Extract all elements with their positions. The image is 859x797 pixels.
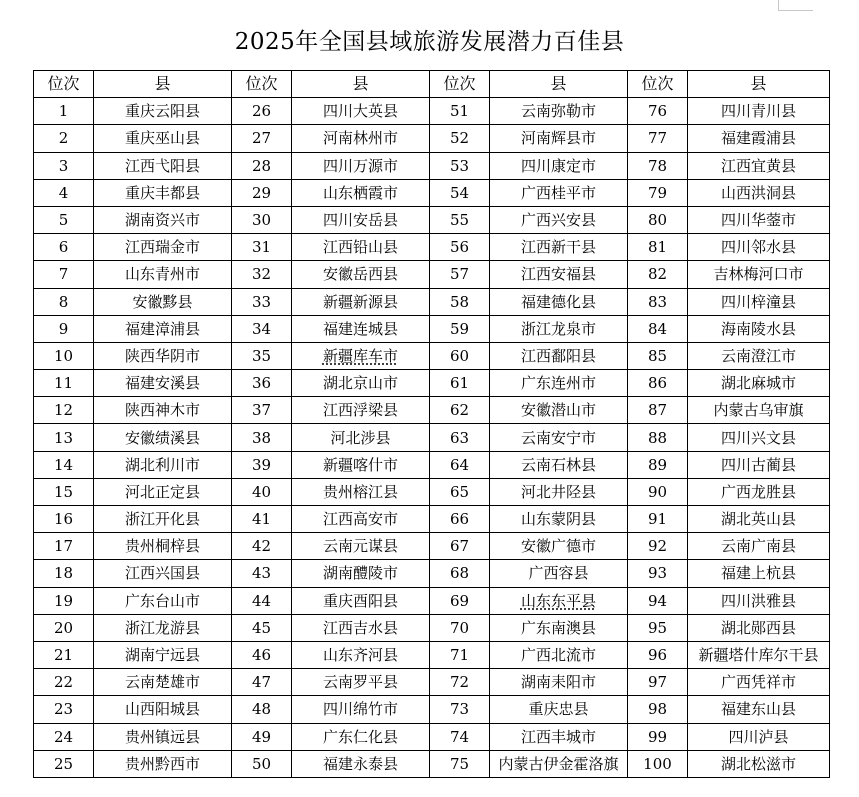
county-cell: 安徽潜山市 (490, 397, 628, 424)
county-cell: 重庆巫山县 (94, 125, 232, 152)
rank-cell: 13 (34, 424, 94, 451)
county-cell: 浙江龙游县 (94, 614, 232, 641)
rank-cell: 46 (232, 641, 292, 668)
county-cell: 四川康定市 (490, 152, 628, 179)
table-row (34, 750, 830, 777)
rank-cell: 83 (628, 288, 688, 315)
header-rank: 位次 (232, 71, 292, 98)
county-cell: 江西铅山县 (292, 234, 430, 261)
rank-cell: 99 (628, 723, 688, 750)
county-cell: 广东南澳县 (490, 614, 628, 641)
rank-cell: 22 (34, 669, 94, 696)
county-cell (292, 342, 430, 369)
rank-cell: 27 (232, 125, 292, 152)
rank-cell: 36 (232, 370, 292, 397)
county-cell: 江西宜黄县 (688, 152, 830, 179)
county-cell: 山东蒙阴县 (490, 506, 628, 533)
county-cell: 新疆塔什库尔干县 (688, 641, 830, 668)
rank-cell: 56 (430, 234, 490, 261)
rank-cell: 47 (232, 669, 292, 696)
table-row (34, 587, 830, 614)
rank-cell: 51 (430, 98, 490, 125)
county-name: 新疆库车市 (322, 346, 398, 365)
county-cell: 四川华蓥市 (688, 206, 830, 233)
rank-cell: 67 (430, 533, 490, 560)
county-cell: 江西弋阳县 (94, 152, 232, 179)
rank-cell: 80 (628, 206, 688, 233)
rank-cell: 33 (232, 288, 292, 315)
rank-cell: 39 (232, 451, 292, 478)
county-cell: 四川古蔺县 (688, 451, 830, 478)
county-cell: 广西兴安县 (490, 206, 628, 233)
rank-cell: 59 (430, 315, 490, 342)
rank-cell: 32 (232, 261, 292, 288)
rank-cell: 66 (430, 506, 490, 533)
rank-cell: 10 (34, 342, 94, 369)
page-corner-mark (778, 0, 813, 11)
rank-cell: 20 (34, 614, 94, 641)
table-body (34, 98, 830, 778)
county-cell (490, 587, 628, 614)
rank-cell: 89 (628, 451, 688, 478)
rank-cell: 40 (232, 478, 292, 505)
rank-cell: 60 (430, 342, 490, 369)
table-row (34, 179, 830, 206)
table-row (34, 478, 830, 505)
county-cell: 广西北流市 (490, 641, 628, 668)
county-cell: 河北涉县 (292, 424, 430, 451)
county-cell: 云南石林县 (490, 451, 628, 478)
rank-cell: 44 (232, 587, 292, 614)
county-cell: 贵州桐梓县 (94, 533, 232, 560)
rank-cell: 37 (232, 397, 292, 424)
county-cell: 四川万源市 (292, 152, 430, 179)
county-name: 山东东平县 (520, 591, 596, 610)
county-cell: 福建永泰县 (292, 750, 430, 777)
rank-cell: 61 (430, 370, 490, 397)
county-cell: 重庆酉阳县 (292, 587, 430, 614)
county-cell: 河南林州市 (292, 125, 430, 152)
rank-cell: 4 (34, 179, 94, 206)
rank-cell: 64 (430, 451, 490, 478)
rank-cell: 1 (34, 98, 94, 125)
county-cell: 湖北郧西县 (688, 614, 830, 641)
rank-cell: 98 (628, 696, 688, 723)
table-row (34, 315, 830, 342)
rank-cell: 16 (34, 506, 94, 533)
rank-cell: 5 (34, 206, 94, 233)
county-cell: 福建德化县 (490, 288, 628, 315)
county-cell: 云南元谋县 (292, 533, 430, 560)
rank-cell: 84 (628, 315, 688, 342)
county-cell: 陕西神木市 (94, 397, 232, 424)
rank-cell: 94 (628, 587, 688, 614)
table-row (34, 261, 830, 288)
table-row (34, 669, 830, 696)
table-row (34, 370, 830, 397)
county-cell: 江西新干县 (490, 234, 628, 261)
ranking-table (33, 70, 830, 778)
county-cell: 山西洪洞县 (688, 179, 830, 206)
table-row (34, 125, 830, 152)
county-cell: 福建上杭县 (688, 560, 830, 587)
rank-cell: 85 (628, 342, 688, 369)
rank-cell: 6 (34, 234, 94, 261)
rank-cell: 41 (232, 506, 292, 533)
county-cell: 河北正定县 (94, 478, 232, 505)
table-row (34, 614, 830, 641)
rank-cell: 24 (34, 723, 94, 750)
rank-cell: 77 (628, 125, 688, 152)
rank-cell: 100 (628, 750, 688, 777)
table-row (34, 696, 830, 723)
rank-cell: 31 (232, 234, 292, 261)
rank-cell: 74 (430, 723, 490, 750)
county-cell: 新疆喀什市 (292, 451, 430, 478)
county-cell: 河南辉县市 (490, 125, 628, 152)
rank-cell: 68 (430, 560, 490, 587)
rank-cell: 91 (628, 506, 688, 533)
table-row (34, 206, 830, 233)
county-cell: 山西阳城县 (94, 696, 232, 723)
rank-cell: 48 (232, 696, 292, 723)
rank-cell: 34 (232, 315, 292, 342)
county-cell: 四川洪雅县 (688, 587, 830, 614)
table-row (34, 288, 830, 315)
rank-cell: 8 (34, 288, 94, 315)
header-county: 县 (292, 71, 430, 98)
county-cell: 湖南醴陵市 (292, 560, 430, 587)
county-cell: 福建东山县 (688, 696, 830, 723)
rank-cell: 63 (430, 424, 490, 451)
rank-cell: 57 (430, 261, 490, 288)
county-cell: 湖南宁远县 (94, 641, 232, 668)
rank-cell: 42 (232, 533, 292, 560)
rank-cell: 14 (34, 451, 94, 478)
rank-cell: 50 (232, 750, 292, 777)
county-cell: 江西浮梁县 (292, 397, 430, 424)
rank-cell: 72 (430, 669, 490, 696)
county-cell: 山东齐河县 (292, 641, 430, 668)
rank-cell: 28 (232, 152, 292, 179)
rank-cell: 71 (430, 641, 490, 668)
rank-cell: 7 (34, 261, 94, 288)
header-rank: 位次 (430, 71, 490, 98)
rank-cell: 52 (430, 125, 490, 152)
rank-cell: 9 (34, 315, 94, 342)
header-rank: 位次 (34, 71, 94, 98)
rank-cell: 92 (628, 533, 688, 560)
county-cell: 内蒙古乌审旗 (688, 397, 830, 424)
table-row (34, 397, 830, 424)
table-row (34, 506, 830, 533)
rank-cell: 15 (34, 478, 94, 505)
county-cell: 河北井陉县 (490, 478, 628, 505)
county-cell: 四川大英县 (292, 98, 430, 125)
rank-cell: 53 (430, 152, 490, 179)
county-cell: 贵州榕江县 (292, 478, 430, 505)
rank-cell: 43 (232, 560, 292, 587)
header-county: 县 (688, 71, 830, 98)
rank-cell: 86 (628, 370, 688, 397)
county-cell: 山东栖霞市 (292, 179, 430, 206)
county-cell: 江西安福县 (490, 261, 628, 288)
rank-cell: 96 (628, 641, 688, 668)
rank-cell: 62 (430, 397, 490, 424)
county-cell: 江西高安市 (292, 506, 430, 533)
rank-cell: 58 (430, 288, 490, 315)
county-cell: 湖北利川市 (94, 451, 232, 478)
county-cell: 江西鄱阳县 (490, 342, 628, 369)
rank-cell: 45 (232, 614, 292, 641)
header-rank: 位次 (628, 71, 688, 98)
county-cell: 江西瑞金市 (94, 234, 232, 261)
table-row (34, 424, 830, 451)
table-row (34, 560, 830, 587)
county-cell: 广东仁化县 (292, 723, 430, 750)
county-cell: 云南安宁市 (490, 424, 628, 451)
rank-cell: 88 (628, 424, 688, 451)
county-cell: 湖北麻城市 (688, 370, 830, 397)
header-county: 县 (94, 71, 232, 98)
rank-cell: 65 (430, 478, 490, 505)
rank-cell: 38 (232, 424, 292, 451)
rank-cell: 81 (628, 234, 688, 261)
rank-cell: 73 (430, 696, 490, 723)
county-cell: 广西龙胜县 (688, 478, 830, 505)
table-row (34, 451, 830, 478)
header-county: 县 (490, 71, 628, 98)
county-cell: 重庆丰都县 (94, 179, 232, 206)
county-cell: 重庆云阳县 (94, 98, 232, 125)
rank-cell: 55 (430, 206, 490, 233)
rank-cell: 3 (34, 152, 94, 179)
county-cell: 四川泸县 (688, 723, 830, 750)
table-row (34, 98, 830, 125)
rank-cell: 21 (34, 641, 94, 668)
county-cell: 新疆新源县 (292, 288, 430, 315)
county-cell: 广西容县 (490, 560, 628, 587)
county-cell: 广西桂平市 (490, 179, 628, 206)
rank-cell: 49 (232, 723, 292, 750)
table-row (34, 342, 830, 369)
page-title: 2025年全国县域旅游发展潜力百佳县 (234, 29, 625, 55)
table-row (34, 641, 830, 668)
county-cell: 云南澄江市 (688, 342, 830, 369)
rank-cell: 29 (232, 179, 292, 206)
rank-cell: 19 (34, 587, 94, 614)
rank-cell: 87 (628, 397, 688, 424)
county-cell: 贵州镇远县 (94, 723, 232, 750)
county-cell: 云南楚雄市 (94, 669, 232, 696)
rank-cell: 2 (34, 125, 94, 152)
rank-cell: 30 (232, 206, 292, 233)
table-header-row (34, 71, 830, 98)
table-row (34, 152, 830, 179)
county-cell: 四川青川县 (688, 98, 830, 125)
table-row (34, 723, 830, 750)
county-cell: 广西凭祥市 (688, 669, 830, 696)
county-cell: 福建霞浦县 (688, 125, 830, 152)
rank-cell: 75 (430, 750, 490, 777)
table-row (34, 533, 830, 560)
rank-cell: 90 (628, 478, 688, 505)
county-cell: 四川邻水县 (688, 234, 830, 261)
rank-cell: 11 (34, 370, 94, 397)
county-cell: 湖北京山市 (292, 370, 430, 397)
county-cell: 江西丰城市 (490, 723, 628, 750)
county-cell: 安徽绩溪县 (94, 424, 232, 451)
county-cell: 福建漳浦县 (94, 315, 232, 342)
county-cell: 浙江龙泉市 (490, 315, 628, 342)
rank-cell: 82 (628, 261, 688, 288)
county-cell: 陕西华阴市 (94, 342, 232, 369)
county-cell: 湖南资兴市 (94, 206, 232, 233)
county-cell: 山东青州市 (94, 261, 232, 288)
county-cell: 安徽黟县 (94, 288, 232, 315)
county-cell: 广东台山市 (94, 587, 232, 614)
county-cell: 云南弥勒市 (490, 98, 628, 125)
county-cell: 江西兴国县 (94, 560, 232, 587)
county-cell: 福建连城县 (292, 315, 430, 342)
county-cell: 内蒙古伊金霍洛旗 (490, 750, 628, 777)
county-cell: 安徽岳西县 (292, 261, 430, 288)
county-cell: 湖北英山县 (688, 506, 830, 533)
county-cell: 湖北松滋市 (688, 750, 830, 777)
table-row (34, 234, 830, 261)
rank-cell: 70 (430, 614, 490, 641)
county-cell: 四川安岳县 (292, 206, 430, 233)
rank-cell: 25 (34, 750, 94, 777)
rank-cell: 23 (34, 696, 94, 723)
county-cell: 贵州黔西市 (94, 750, 232, 777)
rank-cell: 93 (628, 560, 688, 587)
county-cell: 四川梓潼县 (688, 288, 830, 315)
county-cell: 云南罗平县 (292, 669, 430, 696)
rank-cell: 12 (34, 397, 94, 424)
rank-cell: 95 (628, 614, 688, 641)
county-cell: 云南广南县 (688, 533, 830, 560)
rank-cell: 35 (232, 342, 292, 369)
county-cell: 浙江开化县 (94, 506, 232, 533)
rank-cell: 76 (628, 98, 688, 125)
rank-cell: 54 (430, 179, 490, 206)
rank-cell: 26 (232, 98, 292, 125)
county-cell: 四川兴文县 (688, 424, 830, 451)
county-cell: 安徽广德市 (490, 533, 628, 560)
rank-cell: 18 (34, 560, 94, 587)
county-cell: 吉林梅河口市 (688, 261, 830, 288)
rank-cell: 97 (628, 669, 688, 696)
county-cell: 湖南耒阳市 (490, 669, 628, 696)
county-cell: 广东连州市 (490, 370, 628, 397)
county-cell: 海南陵水县 (688, 315, 830, 342)
county-cell: 福建安溪县 (94, 370, 232, 397)
rank-cell: 17 (34, 533, 94, 560)
county-cell: 重庆忠县 (490, 696, 628, 723)
rank-cell: 69 (430, 587, 490, 614)
county-cell: 四川绵竹市 (292, 696, 430, 723)
county-cell: 江西吉水县 (292, 614, 430, 641)
rank-cell: 78 (628, 152, 688, 179)
rank-cell: 79 (628, 179, 688, 206)
